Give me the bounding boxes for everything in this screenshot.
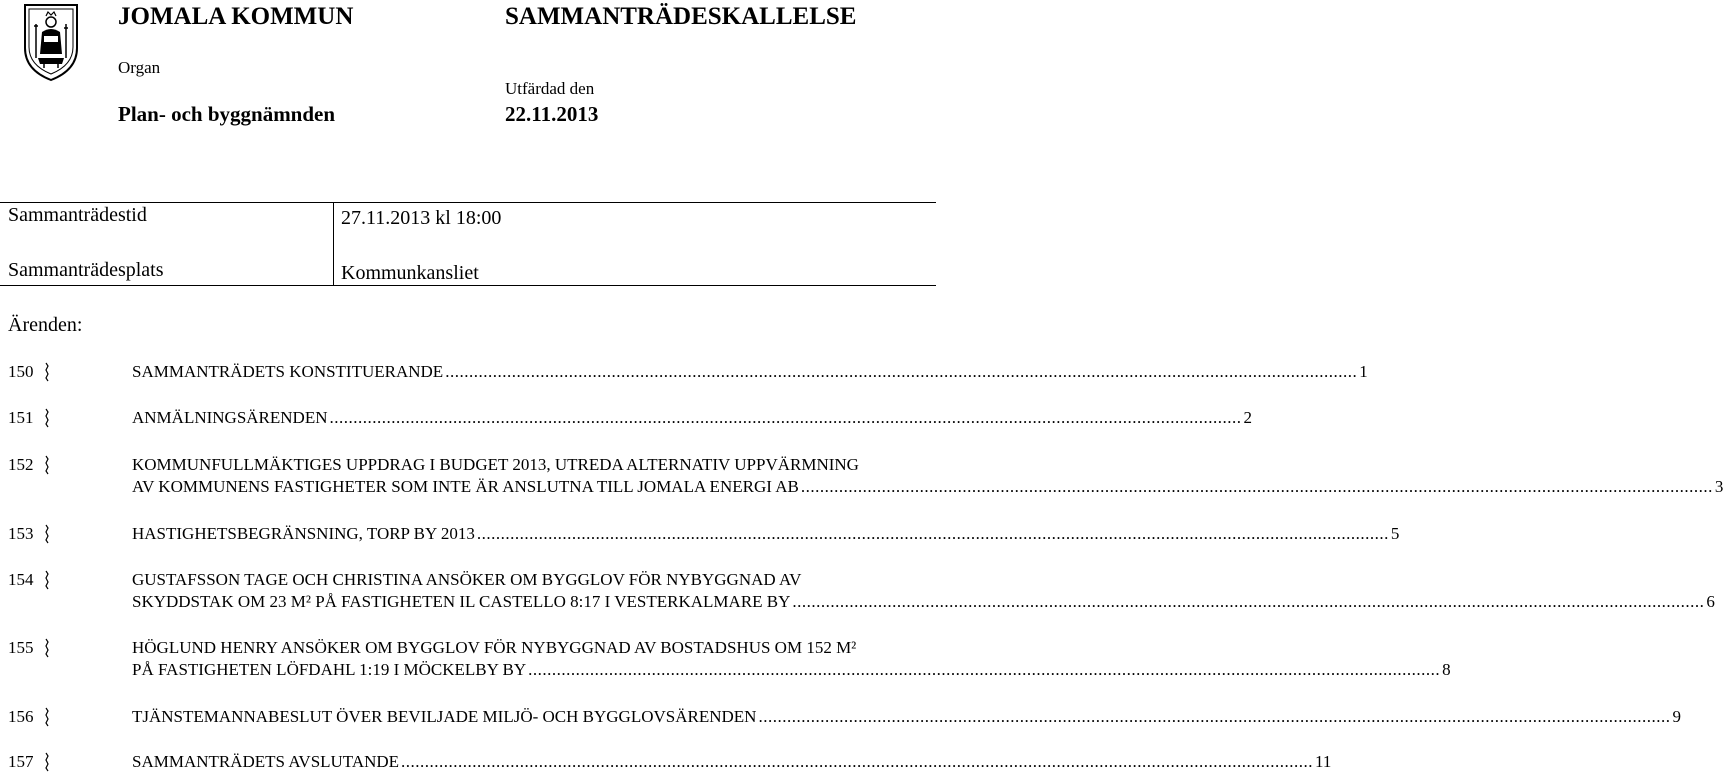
agenda-item-title: ANMÄLNINGSÄRENDEN (132, 408, 328, 427)
agenda-item-title-cont: PÅ FASTIGHETEN LÖFDAHL 1:19 I MÖCKELBY BY (132, 660, 527, 679)
box-bottom-border (0, 285, 936, 286)
section-mark-icon (40, 408, 54, 428)
box-top-border (0, 202, 936, 203)
section-mark-icon (40, 362, 54, 382)
leader-dots: ................................................................................................................................................................................................ (792, 592, 1705, 611)
section-mark-icon (40, 752, 54, 772)
leader-dots: ................................................................................................................................................................................................ (758, 707, 1671, 726)
agenda-item-page: 5 (1390, 524, 1400, 543)
agenda-item-number: 154 (8, 570, 34, 589)
municipality-name: JOMALA KOMMUN (118, 3, 354, 30)
municipality-coat-of-arms-logo (22, 2, 80, 82)
leader-dots: ................................................................................................................................................................................................ (800, 477, 1713, 496)
agenda-item-number: 157 (8, 752, 34, 771)
agenda-item-title: KOMMUNFULLMÄKTIGES UPPDRAG I BUDGET 2013, UTREDA ALTERNATIV UPPVÄRMNING (132, 455, 859, 474)
agenda-item-page: 11 (1315, 752, 1332, 771)
agenda-item-number: 153 (8, 524, 34, 543)
agenda-item-page: 2 (1243, 408, 1252, 427)
organ-name: Plan- och byggnämnden (118, 102, 336, 126)
leader-dots: ................................................................................................................................................................................................ (476, 524, 1389, 543)
leader-dots: ................................................................................................................................................................................................ (528, 660, 1441, 679)
agenda-item-page: 6 (1706, 592, 1715, 611)
agenda-item-title: GUSTAFSSON TAGE OCH CHRISTINA ANSÖKER OM BYGGLOV FÖR NYBYGGNAD AV (132, 570, 802, 589)
agenda-item-title: HÖGLUND HENRY ANSÖKER OM BYGGLOV FÖR NYBYGGNAD AV BOSTADSHUS OM 152 M² (132, 638, 857, 657)
issued-label: Utfärdad den (505, 79, 595, 98)
errands-heading: Ärenden: (8, 314, 83, 336)
section-mark-icon (40, 638, 54, 658)
agenda-item-page: 3 (1714, 477, 1723, 496)
leader-dots: ................................................................................................................................................................................................ (445, 362, 1358, 381)
meeting-place-label: Sammanträdesplats (8, 259, 164, 281)
section-mark-icon (40, 707, 54, 727)
agenda-item-page: 9 (1672, 707, 1681, 726)
issued-date: 22.11.2013 (505, 102, 599, 126)
agenda-item-page: 1 (1359, 362, 1368, 381)
document-type-title: SAMMANTRÄDESKALLELSE (505, 3, 857, 30)
agenda-item-title: TJÄNSTEMANNABESLUT ÖVER BEVILJADE MILJÖ- OCH BYGGLOVSÄRENDEN (132, 707, 757, 726)
section-mark-icon (40, 570, 54, 590)
agenda-item-number: 151 (8, 408, 34, 427)
meeting-time-label: Sammanträdestid (8, 204, 147, 226)
agenda-item-title-cont: SKYDDSTAK OM 23 M² PÅ FASTIGHETEN IL CASTELLO 8:17 I VESTERKALMARE BY (132, 592, 791, 611)
agenda-item-title-cont: AV KOMMUNENS FASTIGHETER SOM INTE ÄR ANSLUTNA TILL JOMALA ENERGI AB (132, 477, 799, 496)
agenda-item-number: 156 (8, 707, 34, 726)
agenda-item-title: HASTIGHETSBEGRÄNSNING, TORP BY 2013 (132, 524, 475, 543)
section-mark-icon (40, 524, 54, 544)
box-vertical-divider (333, 202, 334, 286)
section-mark-icon (40, 455, 54, 475)
meeting-time-value: 27.11.2013 kl 18:00 (341, 207, 502, 229)
organ-label: Organ (118, 58, 161, 77)
agenda-item-page: 8 (1442, 660, 1451, 679)
agenda-item-number: 150 (8, 362, 34, 381)
leader-dots: ................................................................................................................................................................................................ (329, 408, 1242, 427)
agenda-item-title: SAMMANTRÄDETS AVSLUTANDE (132, 752, 400, 771)
agenda-item-number: 155 (8, 638, 34, 657)
leader-dots: ................................................................................................................................................................................................ (401, 752, 1314, 771)
meeting-info-box (0, 202, 936, 286)
agenda-item-number: 152 (8, 455, 34, 474)
agenda-item-title: SAMMANTRÄDETS KONSTITUERANDE (132, 362, 444, 381)
meeting-place-value: Kommunkansliet (341, 262, 479, 284)
